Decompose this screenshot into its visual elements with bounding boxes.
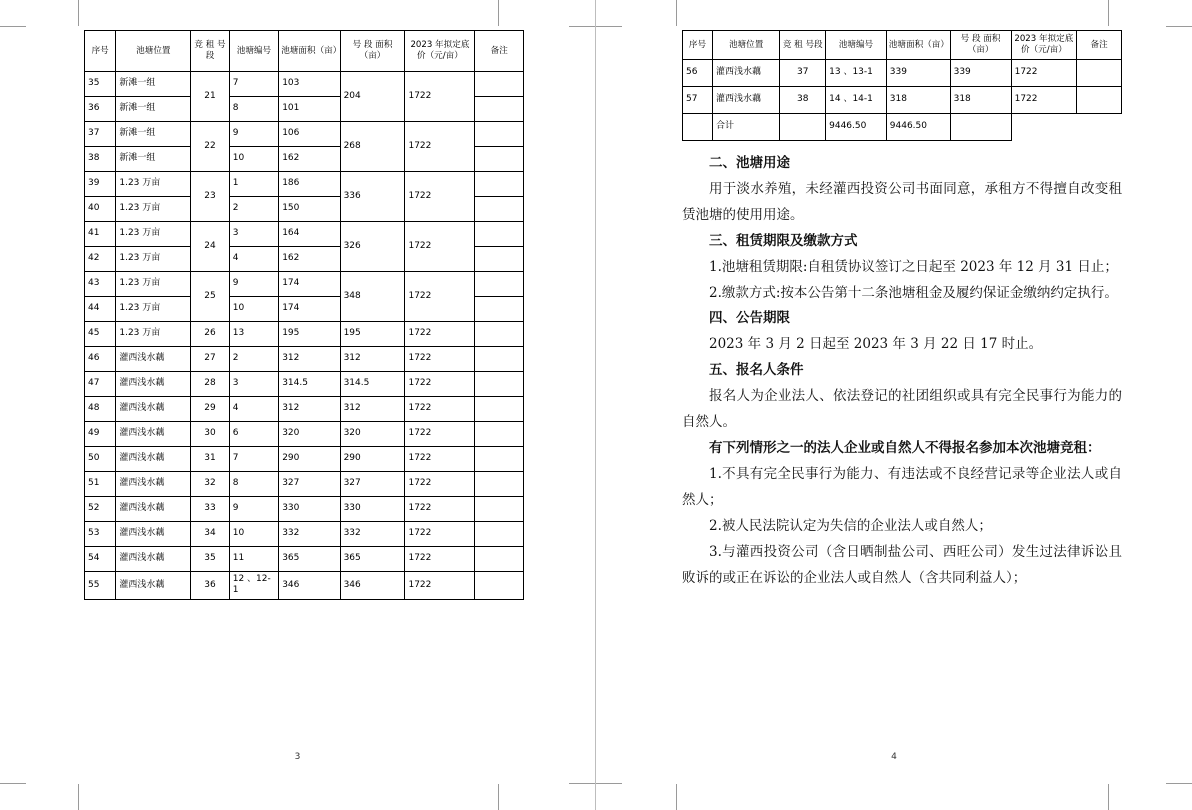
col-header-pond-code: 池塘编号 (826, 31, 887, 60)
cell-segment: 31 (191, 447, 229, 472)
section-2-title: 二、池塘用途 (709, 155, 790, 171)
cell-price: 1722 (405, 172, 475, 222)
cell-segment: 35 (191, 547, 229, 572)
cell-location: 灌西浅水藕 (116, 497, 191, 522)
cell-no: 50 (85, 447, 116, 472)
col-header-note: 备注 (1077, 31, 1122, 60)
table-header-row (683, 31, 1122, 60)
cell-note (475, 572, 524, 600)
cell-note (475, 297, 524, 322)
cell-note (475, 547, 524, 572)
cell-location: 灌西浅水藕 (116, 372, 191, 397)
cell-location: 新滩一组 (116, 122, 191, 147)
table-row (85, 497, 524, 522)
cell-pond-area: 106 (279, 122, 340, 147)
col-header-price: 2023 年拟定底价（元/亩） (1011, 31, 1077, 60)
section-3-paragraph-2: 2.缴款方式:按本公告第十二条池塘租金及履约保证金缴纳约定执行。 (709, 284, 1118, 301)
cell-price: 1722 (405, 497, 475, 522)
cell-pond-code: 10 (229, 297, 278, 322)
cell-note (475, 497, 524, 522)
crop-mark (596, 26, 622, 27)
cell-segment-area: 365 (340, 547, 405, 572)
cell-pond-code: 9 (229, 122, 278, 147)
cell-note (475, 247, 524, 272)
crop-mark (569, 26, 595, 27)
section-4-paragraph: 2023 年 3 月 2 日起至 2023 年 3 月 22 日 17 时止。 (709, 336, 1043, 353)
cell-segment-area: 204 (340, 72, 405, 122)
cell-note (475, 197, 524, 222)
table-row (683, 87, 1122, 114)
table-header (85, 31, 524, 72)
table-row (85, 72, 524, 97)
cell-segment-area: 195 (340, 322, 405, 347)
cell-segment-area: 9446.50 (886, 114, 950, 141)
cell-pond-code: 1 (229, 172, 278, 197)
cell-segment: 32 (191, 472, 229, 497)
col-header-segment-area: 号 段 面积（亩） (950, 31, 1011, 60)
cell-note (475, 97, 524, 122)
section-5-paragraph-4: 2.被人民法院认定为失信的企业法人或自然人； (709, 517, 992, 534)
cell-location: 1.23 万亩 (116, 297, 191, 322)
cell-no: 56 (683, 60, 713, 87)
cell-pond-code: 7 (229, 447, 278, 472)
cell-pond-area: 330 (279, 497, 340, 522)
cell-price: 1722 (405, 547, 475, 572)
cell-location: 灌西浅水藕 (116, 522, 191, 547)
cell-location: 新滩一组 (116, 97, 191, 122)
section-5-paragraph-3: 1.不具有完全民事行为能力、有违法或不良经营记录等企业法人或自然人； (682, 465, 1122, 508)
crop-mark (569, 783, 595, 784)
page-number-4: 4 (891, 752, 897, 762)
cell-no: 43 (85, 272, 116, 297)
table-row (85, 397, 524, 422)
cell-pond-code: 8 (229, 472, 278, 497)
cell-pond-area: 365 (279, 547, 340, 572)
cell-location: 灌西浅水藕 (116, 472, 191, 497)
cell-location: 灌西浅水藕 (116, 397, 191, 422)
cell-no: 37 (85, 122, 116, 147)
pond-table-page3 (84, 30, 524, 600)
cell-note (1077, 60, 1122, 87)
col-header-pond-area: 池塘面积（亩） (279, 31, 340, 72)
crop-mark (676, 0, 677, 26)
cell-pond-area: 346 (279, 572, 340, 600)
cell-note (475, 347, 524, 372)
cell-no: 55 (85, 572, 116, 600)
cell-price: 1722 (1011, 60, 1077, 87)
cell-segment-area: 330 (340, 497, 405, 522)
col-header-segment: 竞 租 号段 (191, 31, 229, 72)
cell-segment: 26 (191, 322, 229, 347)
cell-segment: 33 (191, 497, 229, 522)
cell-location: 灌西浅水藕 (116, 347, 191, 372)
cell-pond-area: 101 (279, 97, 340, 122)
cell-pond-area: 312 (279, 397, 340, 422)
crop-mark (1108, 784, 1109, 810)
crop-mark (0, 783, 26, 784)
cell-no (683, 114, 713, 141)
cell-note (475, 172, 524, 197)
cell-pond-area: 339 (886, 60, 950, 87)
cell-segment-area: 312 (340, 397, 405, 422)
cell-pond-area: 312 (279, 347, 340, 372)
cell-segment: 36 (191, 572, 229, 600)
cell-price: 1722 (405, 572, 475, 600)
section-3-paragraph-1: 1.池塘租赁期限:自租赁协议签订之日起至 2023 年 12 月 31 日止； (709, 258, 1118, 275)
col-header-segment-area: 号 段 面积（亩） (340, 31, 405, 72)
page-number-3: 3 (294, 752, 301, 762)
cell-segment-area: 312 (340, 347, 405, 372)
cell-segment-area: 326 (340, 222, 405, 272)
cell-price: 1722 (405, 222, 475, 272)
cell-pond-code: 4 (229, 247, 278, 272)
cell-price: 1722 (405, 372, 475, 397)
cell-note (475, 72, 524, 97)
cell-pond-code: 2 (229, 347, 278, 372)
cell-pond-code: 10 (229, 522, 278, 547)
cell-segment: 28 (191, 372, 229, 397)
cell-price: 1722 (405, 122, 475, 172)
cell-price: 1722 (405, 422, 475, 447)
cell-pond-code: 3 (229, 372, 278, 397)
table-row (85, 347, 524, 372)
cell-price: 1722 (405, 347, 475, 372)
table-row (85, 372, 524, 397)
cell-segment-area: 336 (340, 172, 405, 222)
cell-location: 新滩一组 (116, 147, 191, 172)
cell-pond-code: 4 (229, 397, 278, 422)
table-row (85, 547, 524, 572)
crop-mark (78, 0, 79, 26)
section-2-paragraph: 用于淡水养殖，未经灌西投资公司书面同意，承租方不得擅自改变租赁池塘的使用用途。 (682, 180, 1122, 223)
cell-pond-area: 174 (279, 297, 340, 322)
table-row (85, 322, 524, 347)
cell-note (475, 272, 524, 297)
cell-pond-area: 186 (279, 172, 340, 197)
cell-pond-area: 320 (279, 422, 340, 447)
cell-segment: 21 (191, 72, 229, 122)
cell-pond-code: 9 (229, 497, 278, 522)
cell-no: 48 (85, 397, 116, 422)
cell-pond-code (780, 114, 826, 141)
cell-pond-area: 162 (279, 147, 340, 172)
cell-price: 1722 (405, 72, 475, 122)
cell-location: 灌西浅水藕 (712, 60, 779, 87)
cell-pond-code: 9 (229, 272, 278, 297)
cell-segment: 38 (780, 87, 826, 114)
cell-no: 40 (85, 197, 116, 222)
cell-pond-area: 9446.50 (826, 114, 887, 141)
crop-mark (676, 784, 677, 810)
cell-location: 灌西浅水藕 (116, 572, 191, 600)
cell-pond-area: 314.5 (279, 372, 340, 397)
cell-note (475, 122, 524, 147)
cell-pond-code: 8 (229, 97, 278, 122)
cell-location: 1.23 万亩 (116, 322, 191, 347)
cell-location: 合计 (712, 114, 779, 141)
table-body-page4 (683, 60, 1122, 141)
cell-pond-code: 2 (229, 197, 278, 222)
cell-no: 49 (85, 422, 116, 447)
cell-pond-area: 332 (279, 522, 340, 547)
cell-location: 1.23 万亩 (116, 197, 191, 222)
page-4-body-text (682, 151, 1122, 591)
table-row (85, 122, 524, 147)
cell-no: 47 (85, 372, 116, 397)
cell-segment-area: 339 (950, 60, 1011, 87)
cell-segment: 34 (191, 522, 229, 547)
cell-no: 36 (85, 97, 116, 122)
cell-pond-area: 162 (279, 247, 340, 272)
cell-location: 灌西浅水藕 (116, 447, 191, 472)
section-5-paragraph-1: 报名人为企业法人、依法登记的社团组织或具有完全民事行为能力的自然人。 (682, 388, 1122, 431)
cell-location: 灌西浅水藕 (712, 87, 779, 114)
col-header-segment: 竞 租 号段 (780, 31, 826, 60)
cell-note (1077, 87, 1122, 114)
col-header-no: 序号 (683, 31, 713, 60)
cell-pond-area: 164 (279, 222, 340, 247)
cell-no: 52 (85, 497, 116, 522)
cell-note (475, 147, 524, 172)
cell-segment-area: 290 (340, 447, 405, 472)
table-row (85, 522, 524, 547)
cell-segment: 25 (191, 272, 229, 322)
cell-location: 1.23 万亩 (116, 222, 191, 247)
cell-segment: 37 (780, 60, 826, 87)
crop-mark (596, 783, 622, 784)
cell-no: 35 (85, 72, 116, 97)
cell-pond-area: 174 (279, 272, 340, 297)
cell-note (475, 447, 524, 472)
crop-mark (78, 784, 79, 810)
cell-pond-area: 290 (279, 447, 340, 472)
col-header-location: 池塘位置 (116, 31, 191, 72)
table-body-page3 (85, 72, 524, 600)
cell-note (475, 322, 524, 347)
col-header-pond-area: 池塘面积（亩） (886, 31, 950, 60)
cell-price: 1722 (405, 447, 475, 472)
cell-no: 45 (85, 322, 116, 347)
crop-mark (0, 26, 26, 27)
page-4 (596, 0, 1192, 810)
cell-pond-area: 318 (886, 87, 950, 114)
col-header-note: 备注 (475, 31, 524, 72)
table-row (85, 472, 524, 497)
table-row (85, 272, 524, 297)
cell-no: 51 (85, 472, 116, 497)
cell-pond-code: 13 (229, 322, 278, 347)
cell-price: 1722 (405, 522, 475, 547)
table-row (85, 422, 524, 447)
cell-no: 46 (85, 347, 116, 372)
cell-pond-code: 10 (229, 147, 278, 172)
cell-segment: 22 (191, 122, 229, 172)
cell-no: 44 (85, 297, 116, 322)
table-row (85, 172, 524, 197)
cell-segment-area: 318 (950, 87, 1011, 114)
cell-price: 1722 (405, 272, 475, 322)
cell-no: 54 (85, 547, 116, 572)
cell-pond-code: 3 (229, 222, 278, 247)
cell-location: 灌西浅水藕 (116, 422, 191, 447)
cell-pond-area: 103 (279, 72, 340, 97)
cell-no: 41 (85, 222, 116, 247)
section-5-paragraph-2: 有下列情形之一的法人企业或自然人不得报名参加本次池塘竞租： (709, 439, 1101, 456)
cell-segment-area: 327 (340, 472, 405, 497)
section-3-title: 三、租赁期限及缴款方式 (709, 232, 858, 249)
cell-segment-area: 320 (340, 422, 405, 447)
section-5-title: 五、报名人条件 (709, 362, 804, 379)
cell-no: 39 (85, 172, 116, 197)
cell-pond-area: 327 (279, 472, 340, 497)
cell-price: 1722 (405, 472, 475, 497)
cell-segment-area: 268 (340, 122, 405, 172)
col-header-price: 2023 年拟定底价（元/亩） (405, 31, 475, 72)
cell-note (475, 397, 524, 422)
crop-mark (1166, 783, 1192, 784)
table-row (85, 447, 524, 472)
cell-price: 1722 (1011, 87, 1077, 114)
table-header-row (85, 31, 524, 72)
crop-mark (1166, 26, 1192, 27)
cell-pond-code: 11 (229, 547, 278, 572)
cell-location: 新滩一组 (116, 72, 191, 97)
cell-segment-area: 314.5 (340, 372, 405, 397)
cell-note (475, 222, 524, 247)
table-row (85, 222, 524, 247)
cell-segment: 30 (191, 422, 229, 447)
col-header-no: 序号 (85, 31, 116, 72)
pond-table-page4 (682, 30, 1122, 141)
page-3-content (84, 30, 524, 600)
cell-segment-area: 332 (340, 522, 405, 547)
cell-pond-area: 195 (279, 322, 340, 347)
cell-segment: 23 (191, 172, 229, 222)
cell-note (950, 114, 1011, 141)
section-4-title: 四、公告期限 (709, 310, 790, 327)
table-header (683, 31, 1122, 60)
cell-segment: 24 (191, 222, 229, 272)
cell-pond-code: 7 (229, 72, 278, 97)
cell-segment: 29 (191, 397, 229, 422)
cell-pond-area: 150 (279, 197, 340, 222)
crop-mark (498, 784, 499, 810)
cell-segment: 27 (191, 347, 229, 372)
col-header-pond-code: 池塘编号 (229, 31, 278, 72)
table-row (683, 60, 1122, 87)
cell-segment-area: 348 (340, 272, 405, 322)
cell-segment-area: 346 (340, 572, 405, 600)
section-5-paragraph-5: 3.与灌西投资公司（含日晒制盐公司、西旺公司）发生过法律诉讼且败诉的或正在诉讼的企业法人或自然人（含共同利益人）； (682, 543, 1122, 586)
col-header-location: 池塘位置 (712, 31, 779, 60)
crop-mark (1108, 0, 1109, 26)
table-row (683, 114, 1122, 141)
cell-pond-code: 13 、13-1 (826, 60, 887, 87)
cell-note (475, 372, 524, 397)
cell-price: 1722 (405, 322, 475, 347)
cell-pond-code: 12 、12-1 (229, 572, 278, 600)
cell-no: 38 (85, 147, 116, 172)
cell-pond-code: 14 、14-1 (826, 87, 887, 114)
crop-mark (498, 0, 499, 26)
page-4-content (682, 30, 1122, 591)
table-row (85, 572, 524, 600)
cell-price: 1722 (405, 397, 475, 422)
cell-note (475, 422, 524, 447)
cell-no: 42 (85, 247, 116, 272)
cell-note (475, 522, 524, 547)
cell-location: 1.23 万亩 (116, 272, 191, 297)
cell-location: 灌西浅水藕 (116, 547, 191, 572)
cell-location: 1.23 万亩 (116, 247, 191, 272)
cell-location: 1.23 万亩 (116, 172, 191, 197)
cell-note (475, 472, 524, 497)
cell-no: 57 (683, 87, 713, 114)
cell-pond-code: 6 (229, 422, 278, 447)
cell-no: 53 (85, 522, 116, 547)
